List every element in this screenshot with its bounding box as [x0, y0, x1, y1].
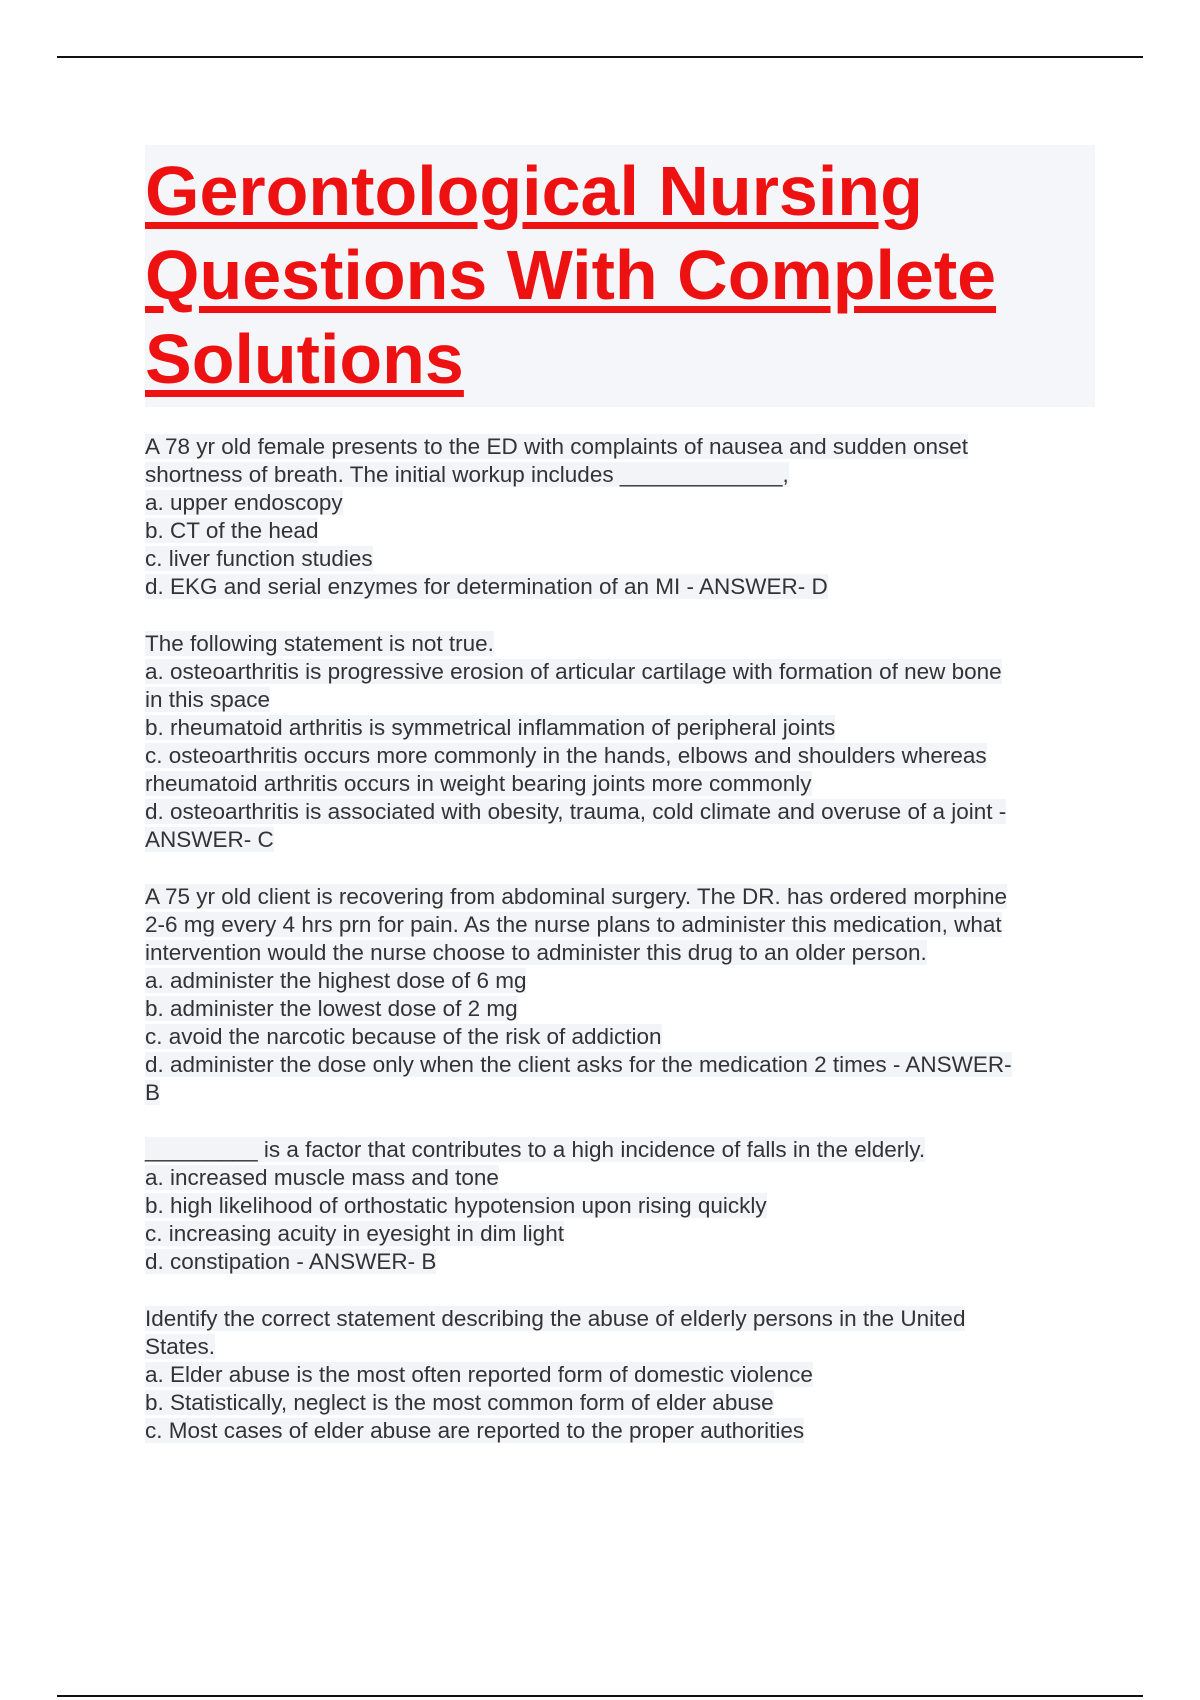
- question-3-line: A 75 yr old client is recovering from abdominal surgery. The DR. has ordered morphine: [145, 884, 1008, 909]
- question-4-option: a. increased muscle mass and tone: [145, 1165, 499, 1190]
- question-2-line: The following statement is not true.: [145, 631, 494, 656]
- question-3-option: c. avoid the narcotic because of the risk of addiction: [145, 1024, 662, 1049]
- document-title: [145, 145, 1095, 407]
- question-4-option: c. increasing acuity in eyesight in dim light: [145, 1221, 564, 1246]
- title-line-1: Gerontological Nursing: [145, 152, 923, 230]
- document-body: [145, 145, 1095, 1474]
- question-1-option: a. upper endoscopy: [145, 490, 343, 515]
- question-3: [145, 883, 1095, 1107]
- question-1-option: d. EKG and serial enzymes for determination of an MI - ANSWER- D: [145, 574, 828, 599]
- question-1-option: c. liver function studies: [145, 546, 373, 571]
- question-5-option: b. Statistically, neglect is the most common form of elder abuse: [145, 1390, 774, 1415]
- question-3-option: B: [145, 1080, 161, 1105]
- question-2: [145, 630, 1095, 854]
- question-2-option: ANSWER- C: [145, 827, 274, 852]
- question-2-option: d. osteoarthritis is associated with obesity, trauma, cold climate and overuse of a joint -: [145, 799, 1007, 824]
- question-1-line: A 78 yr old female presents to the ED with complaints of nausea and sudden onset: [145, 434, 968, 459]
- question-5-option: a. Elder abuse is the most often reported form of domestic violence: [145, 1362, 813, 1387]
- title-line-2: Questions With Complete: [145, 236, 997, 314]
- question-3-option: b. administer the lowest dose of 2 mg: [145, 996, 518, 1021]
- question-4-option: d. constipation - ANSWER- B: [145, 1249, 437, 1274]
- question-5-line: Identify the correct statement describing the abuse of elderly persons in the United: [145, 1306, 966, 1331]
- question-2-option: in this space: [145, 687, 271, 712]
- question-2-option: a. osteoarthritis is progressive erosion of articular cartilage with formation of new bone: [145, 659, 1002, 684]
- question-5-option: c. Most cases of elder abuse are reported to the proper authorities: [145, 1418, 805, 1443]
- question-4-line: _________ is a factor that contributes to a high incidence of falls in the elderly.: [145, 1137, 926, 1162]
- title-line-3: Solutions: [145, 320, 464, 398]
- question-3-option: a. administer the highest dose of 6 mg: [145, 968, 527, 993]
- question-1: [145, 433, 1095, 601]
- question-3-line: 2-6 mg every 4 hrs prn for pain. As the nurse plans to administer this medication, what: [145, 912, 1002, 937]
- question-3-option: d. administer the dose only when the client asks for the medication 2 times - ANSWER-: [145, 1052, 1012, 1077]
- bottom-rule: [57, 1695, 1143, 1697]
- question-5-line: States.: [145, 1334, 216, 1359]
- question-2-option: b. rheumatoid arthritis is symmetrical inflammation of peripheral joints: [145, 715, 836, 740]
- question-1-line: shortness of breath. The initial workup includes _____________,: [145, 462, 789, 487]
- question-4: [145, 1136, 1095, 1276]
- question-5: [145, 1305, 1095, 1445]
- question-3-line: intervention would the nurse choose to administer this drug to an older person.: [145, 940, 927, 965]
- question-1-option: b. CT of the head: [145, 518, 319, 543]
- question-4-option: b. high likelihood of orthostatic hypotension upon rising quickly: [145, 1193, 767, 1218]
- top-rule: [57, 56, 1143, 58]
- question-2-option: rheumatoid arthritis occurs in weight bearing joints more commonly: [145, 771, 812, 796]
- question-2-option: c. osteoarthritis occurs more commonly in the hands, elbows and shoulders whereas: [145, 743, 987, 768]
